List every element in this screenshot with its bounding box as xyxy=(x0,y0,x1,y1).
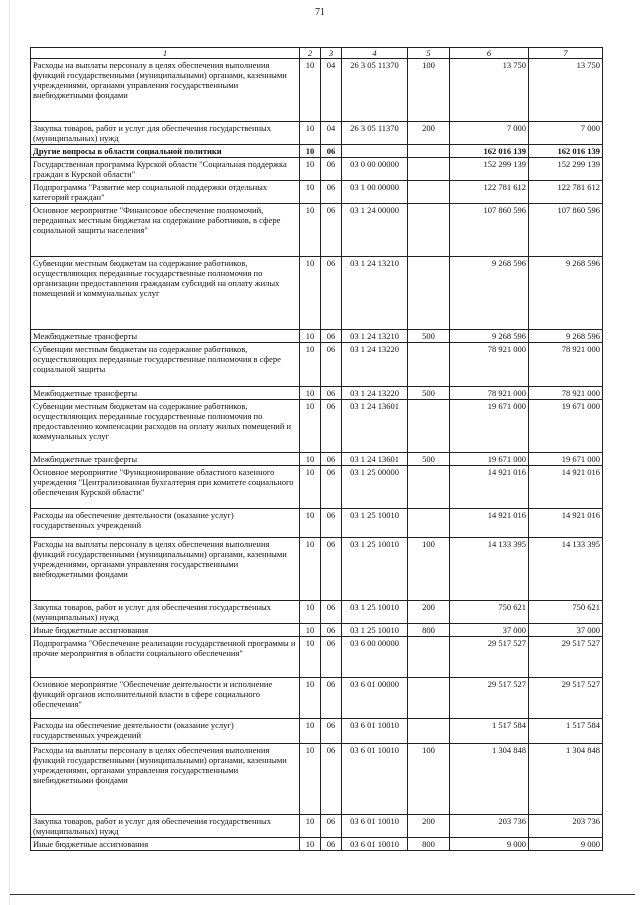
expense-type-cell xyxy=(408,466,450,509)
target-article-cell: 03 1 24 13601 xyxy=(342,453,408,466)
amount-col6-cell: 750 621 xyxy=(450,601,529,624)
target-article-cell: 03 6 00 00000 xyxy=(342,637,408,678)
table-row xyxy=(31,624,603,637)
target-article-cell: 26 3 05 11370 xyxy=(342,59,408,122)
amount-col6-cell: 107 860 596 xyxy=(450,204,529,257)
amount-col6-cell: 122 781 612 xyxy=(450,181,529,204)
amount-col6-cell: 19 671 000 xyxy=(450,400,529,453)
expense-type-cell: 100 xyxy=(408,59,450,122)
target-article-cell: 26 3 05 11370 xyxy=(342,122,408,145)
target-article-cell: 03 1 25 10010 xyxy=(342,538,408,601)
item-name-cell: Основное мероприятие "Обеспечение деятельности и исполнение функций органов исполнительной власти в сфере социального обеспечения" xyxy=(31,678,300,719)
amount-col7-cell: 7 000 xyxy=(529,122,603,145)
subsection-code-cell: 06 xyxy=(321,257,342,330)
item-name-cell: Государственная программа Курской области "Социальная поддержка граждан в Курской области" xyxy=(31,158,300,181)
expense-type-cell: 200 xyxy=(408,815,450,838)
expense-type-cell xyxy=(408,145,450,158)
subsection-code-cell: 06 xyxy=(321,678,342,719)
budget-table xyxy=(30,47,603,851)
target-article-cell xyxy=(342,145,408,158)
amount-col7-cell: 9 000 xyxy=(529,838,603,851)
subsection-code-cell: 06 xyxy=(321,538,342,601)
table-row xyxy=(31,330,603,343)
expense-type-cell: 800 xyxy=(408,838,450,851)
expense-type-cell: 100 xyxy=(408,744,450,815)
expense-type-cell xyxy=(408,343,450,387)
item-name-cell: Расходы на обеспечение деятельности (оказание услуг) государственных учреждений xyxy=(31,509,300,538)
section-code-cell: 10 xyxy=(300,257,321,330)
table-row xyxy=(31,59,603,122)
amount-col7-cell: 14 133 395 xyxy=(529,538,603,601)
amount-col6-cell: 7 000 xyxy=(450,122,529,145)
amount-col7-cell: 203 736 xyxy=(529,815,603,838)
item-name-cell: Субвенции местным бюджетам на содержание работников, осуществляющих переданные государственные полномочия по организации предоставления гражданам субсидий на оплату жилых помещений и коммунальных услуг xyxy=(31,257,300,330)
table-row xyxy=(31,815,603,838)
header-col-5: 5 xyxy=(408,48,450,59)
item-name-cell: Расходы на выплаты персоналу в целях обеспечения выполнения функций государственными (муниципальными) органами, казенными учреждениями, органами управления государственными внебюджетными фондами xyxy=(31,744,300,815)
amount-col6-cell: 78 921 000 xyxy=(450,387,529,400)
amount-col6-cell: 14 133 395 xyxy=(450,538,529,601)
amount-col6-cell: 1 304 848 xyxy=(450,744,529,815)
section-code-cell: 10 xyxy=(300,181,321,204)
amount-col7-cell: 37 000 xyxy=(529,624,603,637)
section-code-cell: 10 xyxy=(300,145,321,158)
expense-type-cell: 500 xyxy=(408,330,450,343)
amount-col7-cell: 29 517 527 xyxy=(529,678,603,719)
expense-type-cell xyxy=(408,509,450,538)
subsection-code-cell: 06 xyxy=(321,453,342,466)
item-name-cell: Подпрограмма "Развитие мер социальной поддержки отдельных категорий граждан" xyxy=(31,181,300,204)
target-article-cell: 03 1 24 00000 xyxy=(342,204,408,257)
header-col-2: 2 xyxy=(300,48,321,59)
amount-col6-cell: 78 921 000 xyxy=(450,343,529,387)
section-code-cell: 10 xyxy=(300,815,321,838)
table-row xyxy=(31,387,603,400)
target-article-cell: 03 6 01 10010 xyxy=(342,719,408,744)
expense-type-cell xyxy=(408,158,450,181)
subsection-code-cell: 04 xyxy=(321,122,342,145)
subsection-code-cell: 06 xyxy=(321,509,342,538)
amount-col6-cell: 13 750 xyxy=(450,59,529,122)
item-name-cell: Другие вопросы в области социальной политики xyxy=(31,145,300,158)
item-name-cell: Основное мероприятие "Функционирование областного казенного учреждения "Централизованная бухгалтерия при комитете социального обеспечения Курской области" xyxy=(31,466,300,509)
item-name-cell: Субвенции местным бюджетам на содержание работников, осуществляющих переданные государственные полномочия в сфере социальной защиты xyxy=(31,343,300,387)
header-col-7: 7 xyxy=(529,48,603,59)
expense-type-cell xyxy=(408,637,450,678)
section-code-cell: 10 xyxy=(300,744,321,815)
amount-col7-cell: 9 268 596 xyxy=(529,330,603,343)
amount-col6-cell: 1 517 584 xyxy=(450,719,529,744)
amount-col7-cell: 122 781 612 xyxy=(529,181,603,204)
amount-col7-cell: 1 517 584 xyxy=(529,719,603,744)
subsection-code-cell: 06 xyxy=(321,400,342,453)
target-article-cell: 03 6 01 10010 xyxy=(342,838,408,851)
subsection-code-cell: 06 xyxy=(321,343,342,387)
section-code-cell: 10 xyxy=(300,400,321,453)
amount-col6-cell: 152 299 139 xyxy=(450,158,529,181)
expense-type-cell xyxy=(408,204,450,257)
section-code-cell: 10 xyxy=(300,466,321,509)
item-name-cell: Основное мероприятие "Финансовое обеспечение полномочий, переданных местным бюджетам на содержание работников, в сфере социальной защиты населения" xyxy=(31,204,300,257)
item-name-cell: Межбюджетные трансферты xyxy=(31,387,300,400)
amount-col7-cell: 29 517 527 xyxy=(529,637,603,678)
amount-col6-cell: 162 016 139 xyxy=(450,145,529,158)
section-code-cell: 10 xyxy=(300,601,321,624)
subsection-code-cell: 04 xyxy=(321,59,342,122)
target-article-cell: 03 1 25 10010 xyxy=(342,601,408,624)
section-code-cell: 10 xyxy=(300,330,321,343)
amount-col7-cell: 9 268 596 xyxy=(529,257,603,330)
target-article-cell: 03 6 01 10010 xyxy=(342,744,408,815)
subsection-code-cell: 06 xyxy=(321,719,342,744)
section-code-cell: 10 xyxy=(300,678,321,719)
amount-col6-cell: 37 000 xyxy=(450,624,529,637)
page-number: 71 xyxy=(315,7,325,18)
item-name-cell: Закупка товаров, работ и услуг для обеспечения государственных (муниципальных) нужд xyxy=(31,815,300,838)
table-row xyxy=(31,744,603,815)
table-row xyxy=(31,257,603,330)
subsection-code-cell: 06 xyxy=(321,838,342,851)
section-code-cell: 10 xyxy=(300,838,321,851)
subsection-code-cell: 06 xyxy=(321,181,342,204)
section-code-cell: 10 xyxy=(300,637,321,678)
item-name-cell: Иные бюджетные ассигнования xyxy=(31,838,300,851)
expense-type-cell xyxy=(408,719,450,744)
table-row xyxy=(31,838,603,851)
subsection-code-cell: 06 xyxy=(321,158,342,181)
target-article-cell: 03 1 24 13220 xyxy=(342,387,408,400)
section-code-cell: 10 xyxy=(300,122,321,145)
table-row xyxy=(31,400,603,453)
target-article-cell: 03 1 25 10010 xyxy=(342,624,408,637)
subsection-code-cell: 06 xyxy=(321,637,342,678)
header-col-3: 3 xyxy=(321,48,342,59)
table-row xyxy=(31,466,603,509)
amount-col7-cell: 1 304 848 xyxy=(529,744,603,815)
amount-col7-cell: 19 671 000 xyxy=(529,400,603,453)
table-row xyxy=(31,509,603,538)
amount-col7-cell: 152 299 139 xyxy=(529,158,603,181)
item-name-cell: Субвенции местным бюджетам на содержание работников, осуществляющих переданные государственные полномочия по предоставлению компенсации расходов на оплату жилых помещений и коммунальных услуг xyxy=(31,400,300,453)
bottom-rule xyxy=(10,894,635,895)
expense-type-cell: 800 xyxy=(408,624,450,637)
target-article-cell: 03 1 24 13210 xyxy=(342,257,408,330)
subsection-code-cell: 06 xyxy=(321,744,342,815)
subsection-code-cell: 06 xyxy=(321,330,342,343)
table-row xyxy=(31,122,603,145)
amount-col6-cell: 29 517 527 xyxy=(450,678,529,719)
table-row xyxy=(31,601,603,624)
section-code-cell: 10 xyxy=(300,719,321,744)
table-row xyxy=(31,538,603,601)
header-col-4: 4 xyxy=(342,48,408,59)
table-body xyxy=(31,59,603,851)
amount-col7-cell: 14 921 016 xyxy=(529,509,603,538)
section-code-cell: 10 xyxy=(300,453,321,466)
table-row xyxy=(31,204,603,257)
expense-type-cell xyxy=(408,181,450,204)
amount-col6-cell: 9 000 xyxy=(450,838,529,851)
expense-type-cell: 500 xyxy=(408,453,450,466)
expense-type-cell: 200 xyxy=(408,122,450,145)
item-name-cell: Межбюджетные трансферты xyxy=(31,330,300,343)
section-code-cell: 10 xyxy=(300,204,321,257)
table-row xyxy=(31,343,603,387)
expense-type-cell xyxy=(408,257,450,330)
section-code-cell: 10 xyxy=(300,538,321,601)
target-article-cell: 03 6 01 10010 xyxy=(342,815,408,838)
section-code-cell: 10 xyxy=(300,59,321,122)
amount-col7-cell: 107 860 596 xyxy=(529,204,603,257)
target-article-cell: 03 1 25 00000 xyxy=(342,466,408,509)
expense-type-cell: 500 xyxy=(408,387,450,400)
item-name-cell: Закупка товаров, работ и услуг для обеспечения государственных (муниципальных) нужд xyxy=(31,122,300,145)
target-article-cell: 03 1 24 13601 xyxy=(342,400,408,453)
section-code-cell: 10 xyxy=(300,387,321,400)
amount-col6-cell: 9 268 596 xyxy=(450,330,529,343)
table-row xyxy=(31,719,603,744)
target-article-cell: 03 0 00 00000 xyxy=(342,158,408,181)
amount-col6-cell: 9 268 596 xyxy=(450,257,529,330)
amount-col6-cell: 203 736 xyxy=(450,815,529,838)
table-row xyxy=(31,158,603,181)
amount-col6-cell: 14 921 016 xyxy=(450,466,529,509)
amount-col7-cell: 14 921 016 xyxy=(529,466,603,509)
item-name-cell: Межбюджетные трансферты xyxy=(31,453,300,466)
item-name-cell: Расходы на обеспечение деятельности (оказание услуг) государственных учреждений xyxy=(31,719,300,744)
subsection-code-cell: 06 xyxy=(321,624,342,637)
table-row xyxy=(31,145,603,158)
amount-col7-cell: 750 621 xyxy=(529,601,603,624)
table-row xyxy=(31,181,603,204)
target-article-cell: 03 1 00 00000 xyxy=(342,181,408,204)
header-col-1: 1 xyxy=(31,48,300,59)
item-name-cell: Расходы на выплаты персоналу в целях обеспечения выполнения функций государственными (муниципальными) органами, казенными учреждениями, органами управления государственными внебюджетными фондами xyxy=(31,538,300,601)
subsection-code-cell: 06 xyxy=(321,204,342,257)
target-article-cell: 03 1 24 13210 xyxy=(342,330,408,343)
amount-col7-cell: 162 016 139 xyxy=(529,145,603,158)
expense-type-cell xyxy=(408,400,450,453)
section-code-cell: 10 xyxy=(300,509,321,538)
target-article-cell: 03 6 01 00000 xyxy=(342,678,408,719)
expense-type-cell: 100 xyxy=(408,538,450,601)
item-name-cell: Подпрограмма "Обеспечение реализации государственной программы и прочие мероприятия в области социального обеспечения" xyxy=(31,637,300,678)
subsection-code-cell: 06 xyxy=(321,601,342,624)
header-col-6: 6 xyxy=(450,48,529,59)
section-code-cell: 10 xyxy=(300,624,321,637)
target-article-cell: 03 1 24 13220 xyxy=(342,343,408,387)
section-code-cell: 10 xyxy=(300,158,321,181)
subsection-code-cell: 06 xyxy=(321,145,342,158)
page-left-edge xyxy=(9,0,10,905)
table-row xyxy=(31,453,603,466)
item-name-cell: Иные бюджетные ассигнования xyxy=(31,624,300,637)
table-header-row xyxy=(31,48,603,59)
subsection-code-cell: 06 xyxy=(321,466,342,509)
item-name-cell: Расходы на выплаты персоналу в целях обеспечения выполнения функций государственными (муниципальными) органами, казенными учреждениями, органами управления государственными внебюджетными фондами xyxy=(31,59,300,122)
amount-col6-cell: 14 921 016 xyxy=(450,509,529,538)
item-name-cell: Закупка товаров, работ и услуг для обеспечения государственных (муниципальных) нужд xyxy=(31,601,300,624)
table-row xyxy=(31,678,603,719)
amount-col6-cell: 19 671 000 xyxy=(450,453,529,466)
amount-col7-cell: 13 750 xyxy=(529,59,603,122)
subsection-code-cell: 06 xyxy=(321,387,342,400)
amount-col6-cell: 29 517 527 xyxy=(450,637,529,678)
subsection-code-cell: 06 xyxy=(321,815,342,838)
table-row xyxy=(31,637,603,678)
section-code-cell: 10 xyxy=(300,343,321,387)
expense-type-cell xyxy=(408,678,450,719)
amount-col7-cell: 78 921 000 xyxy=(529,343,603,387)
expense-type-cell: 200 xyxy=(408,601,450,624)
amount-col7-cell: 19 671 000 xyxy=(529,453,603,466)
target-article-cell: 03 1 25 10010 xyxy=(342,509,408,538)
amount-col7-cell: 78 921 000 xyxy=(529,387,603,400)
